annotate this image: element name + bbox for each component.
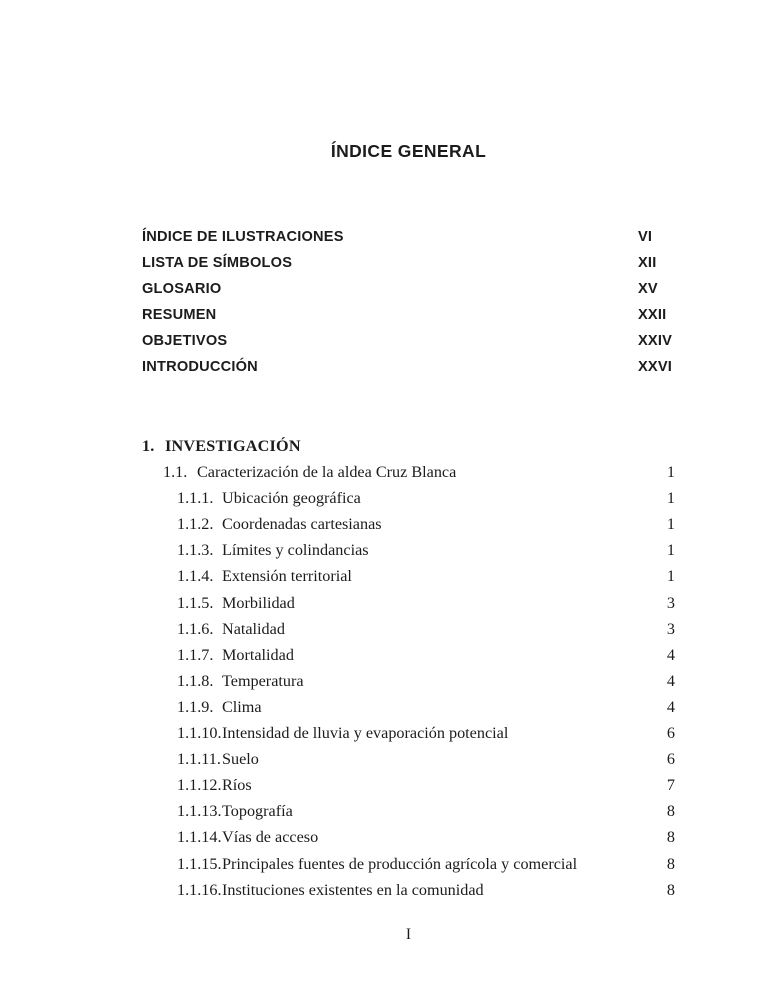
toc-entry — [142, 772, 675, 798]
toc-entry-title: Clima — [222, 697, 262, 716]
toc-entry — [142, 877, 675, 903]
front-matter-label: LISTA DE SÍMBOLOS — [142, 255, 293, 272]
toc-entry — [142, 537, 675, 563]
front-matter-label: RESUMEN — [142, 307, 217, 324]
toc-entry-page-number: 3 — [666, 619, 675, 638]
toc-entry — [142, 563, 675, 589]
front-matter-page-number: VI — [638, 229, 653, 245]
toc-entry-number: 1.1.9. — [177, 697, 214, 716]
toc-entry-page-number: 4 — [666, 697, 675, 716]
front-matter-label: ÍNDICE DE ILUSTRACIONES — [142, 229, 344, 245]
toc-entry-number: 1.1.12. — [177, 776, 222, 795]
front-matter-page-number: XXVI — [638, 359, 673, 376]
front-matter-row — [142, 250, 675, 276]
toc-entry-number: 1.1.11. — [177, 750, 221, 769]
toc-entry-number: 1.1. — [163, 463, 188, 482]
toc-entry-number: 1.1.6. — [177, 619, 214, 638]
chapter-title: INVESTIGACIÓN — [165, 437, 301, 455]
toc-entry-page-number: 1 — [666, 541, 675, 560]
toc-entry — [142, 824, 675, 850]
toc-entry-page-number: 8 — [666, 854, 675, 873]
toc-entry-page-number: 8 — [666, 828, 675, 847]
front-matter-label: OBJETIVOS — [142, 333, 228, 350]
front-matter-row — [142, 328, 675, 354]
front-matter-row — [142, 276, 675, 302]
toc-entry — [142, 616, 675, 642]
front-matter-page-number: XII — [638, 255, 657, 272]
front-matter-page-number: XXIV — [638, 333, 673, 350]
toc-entry — [142, 459, 675, 485]
toc-entry-number: 1.1.8. — [177, 671, 214, 690]
toc-entry-page-number: 4 — [666, 645, 675, 664]
front-matter-row — [142, 224, 675, 250]
toc-entry — [142, 746, 675, 772]
toc-entry-title: Instituciones existentes en la comunidad — [222, 880, 484, 899]
toc-entry — [142, 720, 675, 746]
front-matter-list — [142, 224, 675, 381]
toc-entry-title: Vías de acceso — [222, 828, 319, 847]
toc-entry-number: 1.1.7. — [177, 645, 214, 664]
front-matter-row — [142, 302, 675, 328]
toc-entry-number: 1.1.16. — [177, 880, 222, 899]
toc-entry-number: 1.1.1. — [177, 489, 214, 508]
toc-entry-page-number: 6 — [666, 724, 675, 743]
toc-entry-title: Ríos — [222, 776, 252, 795]
toc-entry-page-number: 1 — [666, 567, 675, 586]
front-matter-page-number: XXII — [638, 307, 667, 324]
toc-entry-number: 1.1.4. — [177, 567, 214, 586]
toc-entry-title: Mortalidad — [222, 645, 294, 664]
toc-entry — [142, 851, 675, 877]
chapter-section — [142, 433, 675, 903]
toc-entry-title: Morbilidad — [222, 593, 295, 612]
toc-entry-title: Intensidad de lluvia y evaporación potencial — [222, 724, 509, 743]
chapter-entries — [142, 459, 675, 903]
toc-entry-number: 1.1.14. — [177, 828, 222, 847]
front-matter-label: GLOSARIO — [142, 281, 222, 298]
toc-entry — [142, 798, 675, 824]
toc-entry-title: Temperatura — [222, 671, 304, 690]
toc-entry-title: Ubicación geográfica — [222, 489, 361, 508]
toc-entry-page-number: 1 — [666, 515, 675, 534]
toc-entry-number: 1.1.5. — [177, 593, 214, 612]
toc-entry-number: 1.1.2. — [177, 515, 214, 534]
toc-entry-number: 1.1.10. — [177, 724, 222, 743]
toc-entry-page-number: 8 — [666, 880, 675, 899]
toc-entry-title: Principales fuentes de producción agrícola y comercial — [222, 854, 578, 873]
toc-entry-title: Extensión territorial — [222, 567, 352, 586]
toc-entry — [142, 668, 675, 694]
toc-entry-page-number: 8 — [666, 802, 675, 821]
toc-entry — [142, 590, 675, 616]
toc-entry-page-number: 6 — [666, 750, 675, 769]
toc-entry — [142, 485, 675, 511]
toc-entry — [142, 511, 675, 537]
chapter-number: 1. — [142, 437, 155, 455]
toc-entry-page-number: 7 — [666, 776, 675, 795]
toc-entry-number: 1.1.3. — [177, 541, 214, 560]
toc-entry-title: Caracterización de la aldea Cruz Blanca — [197, 463, 457, 482]
toc-entry-title: Coordenadas cartesianas — [222, 515, 382, 534]
toc-entry-number: 1.1.13. — [177, 802, 222, 821]
toc-entry-page-number: 3 — [666, 593, 675, 612]
footer-page-number: I — [405, 926, 412, 943]
front-matter-row — [142, 354, 675, 380]
toc-entry-page-number: 4 — [666, 671, 675, 690]
page-title: ÍNDICE GENERAL — [330, 141, 487, 161]
toc-entry-page-number: 1 — [666, 489, 675, 508]
toc-entry-title: Natalidad — [222, 619, 285, 638]
toc-entry-page-number: 1 — [666, 463, 675, 482]
front-matter-label: INTRODUCCIÓN — [142, 359, 258, 376]
toc-entry-title: Límites y colindancias — [222, 541, 369, 560]
toc-entry-title: Topografía — [222, 802, 293, 821]
toc-entry-title: Suelo — [222, 750, 259, 769]
toc-entry — [142, 642, 675, 668]
toc-entry — [142, 694, 675, 720]
chapter-heading-row — [142, 433, 675, 459]
toc-entry-number: 1.1.15. — [177, 854, 222, 873]
front-matter-page-number: XV — [638, 281, 658, 298]
